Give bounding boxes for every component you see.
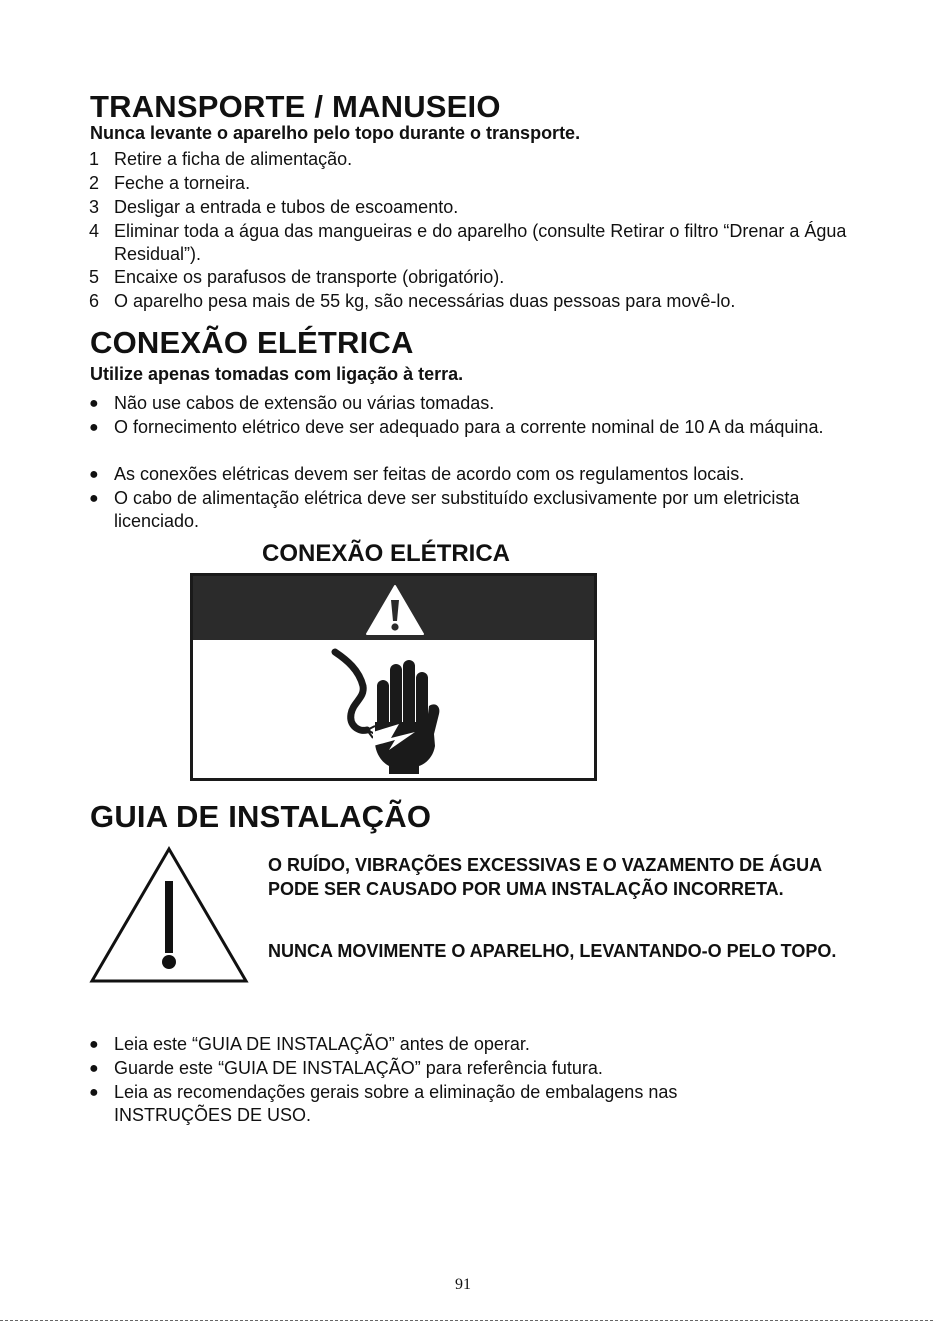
electrical-subtitle: Utilize apenas tomadas com ligação à terra.	[90, 364, 464, 384]
bullet-text: As conexões elétricas devem ser feitas de acordo com os regulamentos locais.	[114, 464, 745, 484]
bullet-icon: ●	[89, 419, 99, 436]
electric-shock-hand-icon	[329, 646, 449, 778]
bullet-text: O fornecimento elétrico deve ser adequado para a corrente nominal de 10 A da máquina.	[114, 417, 824, 437]
bullet-text: Não use cabos de extensão ou várias tomadas.	[114, 393, 495, 413]
bullet-icon: ●	[89, 1084, 99, 1101]
installation-warning-1: O RUÍDO, VIBRAÇÕES EXCESSIVAS E O VAZAMENTO DE ÁGUA PODE SER CAUSADO POR UMA INSTALAÇÃO INCORRETA.	[268, 855, 822, 899]
list-item	[89, 172, 879, 196]
list-item	[89, 416, 849, 464]
transport-subtitle: Nunca levante o aparelho pelo topo durante o transporte.	[90, 123, 581, 143]
transport-title: TRANSPORTE / MANUSEIO	[90, 89, 501, 124]
warning-triangle-icon	[88, 845, 250, 985]
installation-title: GUIA DE INSTALAÇÃO	[90, 799, 432, 834]
list-item	[89, 1033, 789, 1057]
electrical-warning-figure	[190, 573, 597, 781]
bullet-text: O cabo de alimentação elétrica deve ser substituído exclusivamente por um eletricista licenciado.	[114, 488, 800, 531]
bullet-icon: ●	[89, 395, 99, 412]
list-item	[89, 463, 849, 487]
list-item	[89, 148, 879, 172]
step-number: 5	[89, 267, 100, 287]
bullet-icon: ●	[89, 490, 99, 507]
list-item	[89, 392, 849, 416]
list-item	[89, 290, 879, 314]
step-number: 4	[89, 221, 100, 241]
list-item	[89, 1081, 789, 1129]
bullet-text: Guarde este “GUIA DE INSTALAÇÃO” para referência futura.	[114, 1058, 603, 1078]
step-number: 6	[89, 291, 100, 311]
bullet-icon: ●	[89, 1036, 99, 1053]
list-item	[89, 487, 849, 535]
step-text: Feche a torneira.	[114, 173, 251, 193]
list-item	[89, 196, 879, 220]
step-text: Retire a ficha de alimentação.	[114, 149, 353, 169]
bullet-icon: ●	[89, 466, 99, 483]
page-footer-rule	[0, 1320, 933, 1321]
step-text: Desligar a entrada e tubos de escoamento.	[114, 197, 459, 217]
page-number: 91	[455, 1276, 471, 1293]
step-text: Encaixe os parafusos de transporte (obrigatório).	[114, 267, 505, 287]
installation-warning-2: NUNCA MOVIMENTE O APARELHO, LEVANTANDO-O PELO TOPO.	[268, 941, 837, 961]
bullet-text: Leia as recomendações gerais sobre a eliminação de embalagens nas INSTRUÇÕES DE USO.	[114, 1082, 678, 1125]
step-number: 2	[89, 173, 100, 193]
bullet-icon: ●	[89, 1060, 99, 1077]
list-item	[89, 220, 879, 268]
step-text: Eliminar toda a água das mangueiras e do aparelho (consulte Retirar o filtro “Drenar a Água Residual”).	[114, 221, 847, 264]
step-text: O aparelho pesa mais de 55 kg, são necessárias duas pessoas para movê-lo.	[114, 291, 736, 311]
list-item	[89, 1057, 789, 1081]
warning-triangle-icon	[365, 584, 425, 636]
bullet-text: Leia este “GUIA DE INSTALAÇÃO” antes de operar.	[114, 1034, 530, 1054]
step-number: 3	[89, 197, 100, 217]
figure-caption: CONEXÃO ELÉTRICA	[262, 540, 511, 567]
electrical-title: CONEXÃO ELÉTRICA	[90, 325, 414, 360]
figure-header-bar	[193, 576, 594, 640]
step-number: 1	[89, 149, 100, 169]
list-item	[89, 266, 879, 290]
